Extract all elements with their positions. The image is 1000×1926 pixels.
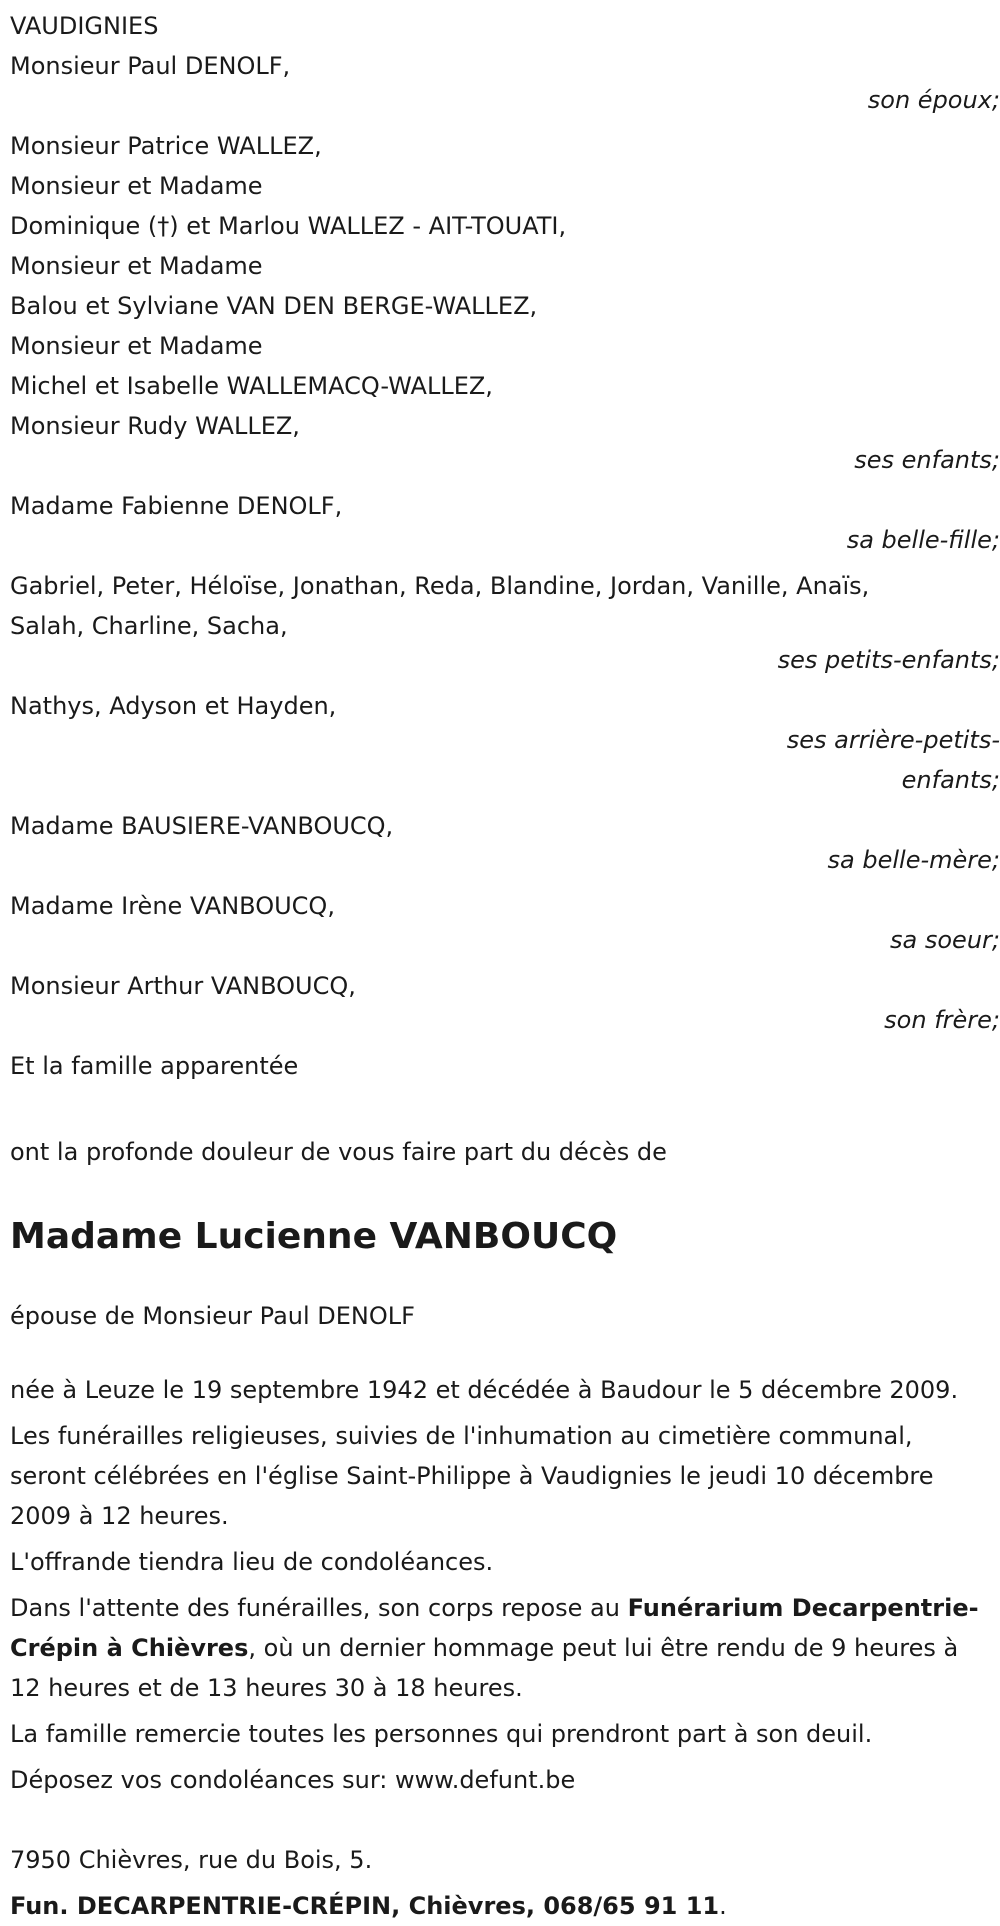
family-group: [10, 886, 1000, 960]
family-member-name: Monsieur et Madame: [10, 172, 263, 200]
funeral-home-after: .: [719, 1892, 727, 1920]
family-member-name: Madame Fabienne DENOLF,: [10, 492, 343, 520]
viewing-text: [10, 1588, 990, 1708]
funeral-home-name: Fun. DECARPENTRIE-CRÉPIN, Chièvres, 068/65 91 11: [10, 1892, 720, 1920]
condolences-text: Déposez vos condoléances sur: www.defunt.be: [10, 1766, 576, 1794]
family-group: [10, 486, 1000, 560]
viewing-after: , où un dernier hommage peut lui être rendu de 9 heures à 12 heures et de 13 heures 30 à 18 heures.: [10, 1634, 959, 1702]
relation-label: son époux;: [867, 86, 1000, 114]
spouse-line: épouse de Monsieur Paul DENOLF: [10, 1302, 415, 1330]
family-member-name: Monsieur Arthur VANBOUCQ,: [10, 972, 356, 1000]
family-member-name: Salah, Charline, Sacha,: [10, 612, 288, 640]
relation-label: ses petits-enfants;: [777, 646, 1000, 674]
family-member-name: Et la famille apparentée: [10, 1052, 299, 1080]
family-member-name: Monsieur Rudy WALLEZ,: [10, 412, 300, 440]
funeral-home-line: [10, 1886, 990, 1926]
announcement-text: ont la profonde douleur de vous faire part du décès de: [10, 1138, 667, 1166]
relation-label: sa soeur;: [890, 926, 1000, 954]
family-group: [10, 46, 1000, 120]
relation-label: sa belle-mère;: [827, 846, 1000, 874]
family-group: [10, 566, 1000, 680]
family-member-name: Gabriel, Peter, Héloïse, Jonathan, Reda, Blandine, Jordan, Vanille, Anaïs,: [10, 572, 870, 600]
relation-label: son frère;: [884, 1006, 1000, 1034]
birth-death-text: née à Leuze le 19 septembre 1942 et décédée à Baudour le 5 décembre 2009.: [10, 1376, 959, 1404]
funeral-text: Les funérailles religieuses, suivies de l'inhumation au cimetière communal, seront célébrées en l'église Saint-Philippe à Vaudignies le jeudi 10 décembre 2009 à 12 heures.: [10, 1422, 934, 1530]
family-group: [10, 126, 1000, 480]
family-member-name: Michel et Isabelle WALLEMACQ-WALLEZ,: [10, 372, 493, 400]
viewing-before: Dans l'attente des funérailles, son corps repose au: [10, 1594, 628, 1622]
funerarium-name: Funérarium Decarpentrie-Crépin à Chièvres: [10, 1594, 979, 1662]
deceased-name: Madame Lucienne VANBOUCQ: [10, 1216, 618, 1257]
family-member-name: Dominique (†) et Marlou WALLEZ - AIT-TOUATI,: [10, 212, 567, 240]
family-group: [10, 1046, 1000, 1086]
relation-label: ses arrière-petits-: [786, 726, 1000, 754]
address-text: 7950 Chièvres, rue du Bois, 5.: [10, 1846, 373, 1874]
offering-text: L'offrande tiendra lieu de condoléances.: [10, 1548, 494, 1576]
family-member-name: Monsieur Patrice WALLEZ,: [10, 132, 322, 160]
family-group: [10, 806, 1000, 880]
family-member-name: Balou et Sylviane VAN DEN BERGE-WALLEZ,: [10, 292, 538, 320]
family-member-name: Monsieur et Madame: [10, 252, 263, 280]
relation-label: ses enfants;: [854, 446, 1000, 474]
family-member-name: Madame Irène VANBOUCQ,: [10, 892, 335, 920]
family-group: [10, 686, 1000, 800]
relation-label: sa belle-fille;: [846, 526, 1000, 554]
thanks-text: La famille remercie toutes les personnes qui prendront part à son deuil.: [10, 1720, 873, 1748]
family-member-name: Monsieur Paul DENOLF,: [10, 52, 291, 80]
family-member-name: Madame BAUSIERE-VANBOUCQ,: [10, 812, 394, 840]
family-list: [10, 46, 1000, 1086]
relation-label: enfants;: [901, 766, 1000, 794]
family-group: [10, 966, 1000, 1040]
family-member-name: Monsieur et Madame: [10, 332, 263, 360]
location-header: VAUDIGNIES: [10, 12, 159, 40]
family-member-name: Nathys, Adyson et Hayden,: [10, 692, 337, 720]
